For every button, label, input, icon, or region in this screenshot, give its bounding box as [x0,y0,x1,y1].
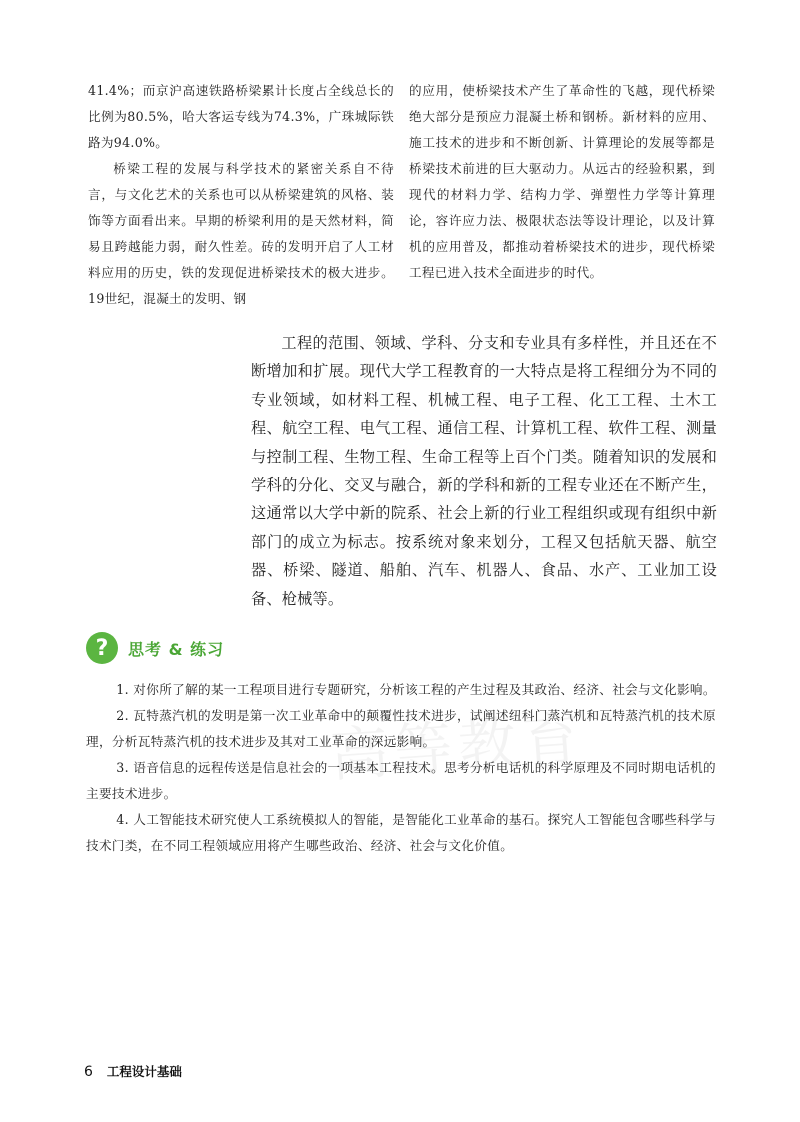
right-column [409,78,715,286]
think-practice-header [86,630,224,666]
exercise-item: 3. 语音信息的远程传送是信息社会的一项基本工程技术。思考分析电话机的科学原理及不同时期电话机的主要技术进步。 [86,760,716,801]
left-column-paragraph-2: 桥梁工程的发展与科学技术的紧密关系自不待言，与文化艺术的关系也可以从桥梁建筑的风格、装饰等方面看出来。早期的桥梁利用的是天然材料，简易且跨越能力弱，耐久性差。砖的发明开启了人工材料应用的历史，铁的发现促进桥梁技术的极大进步。19世纪，混凝土的发明、钢 [88,161,394,306]
page-footer [84,1062,182,1080]
main-paragraph: 工程的范围、领域、学科、分支和专业具有多样性，并且还在不断增加和扩展。现代大学工程教育的一大特点是将工程细分为不同的专业领域，如材料工程、机械工程、电子工程、化工工程、土木工程、航空工程、电气工程、通信工程、计算机工程、软件工程、测量与控制工程、生物工程、生命工程等上百个门类。随着知识的发展和学科的分化、交叉与融合，新的学科和新的工程专业还在不断产生，这通常以大学中新的院系、社会上新的行业工程组织或现有组织中新部门的成立为标志。按系统对象来划分，工程又包括航天器、航空器、桥梁、隧道、船舶、汽车、机器人、食品、水产、工业加工设备、枪械等。 [251,334,717,608]
think-practice-title: 思考 & 练习 [128,639,225,659]
left-column [88,78,394,312]
left-column-paragraph-1: 41.4%；而京沪高速铁路桥梁累计长度占全线总长的比例为80.5%，哈大客运专线为74.3%，广珠城际铁路为94.0%。 [88,83,394,150]
exercise-list [86,677,716,859]
right-column-paragraph-1: 的应用，使桥梁技术产生了革命性的飞越，现代桥梁绝大部分是预应力混凝土桥和钢桥。新材料的应用、施工技术的进步和不断创新、计算理论的发展等都是桥梁技术前进的巨大驱动力。从远古的经验积累，到现代的材料力学、结构力学、弹塑性力学等计算理论，容许应力法、极限状态法等设计理论，以及计算机的应用普及，都推动着桥梁技术的进步，现代桥梁工程已进入技术全面进步的时代。 [409,83,715,280]
exercise-item: 4. 人工智能技术研究使人工系统模拟人的智能，是智能化工业革命的基石。探究人工智能包含哪些科学与技术门类，在不同工程领域应用将产生哪些政治、经济、社会与文化价值。 [86,812,716,853]
page-number: 6 [84,1064,93,1080]
question-circle-icon: ? [86,632,118,664]
exercise-item: 2. 瓦特蒸汽机的发明是第一次工业革命中的颠覆性技术进步，试阐述纽科门蒸汽机和瓦特蒸汽机的技术原理，分析瓦特蒸汽机的技术进步及其对工业革命的深远影响。 [86,708,716,749]
book-title: 工程设计基础 [106,1064,182,1079]
exercise-item: 1. 对你所了解的某一工程项目进行专题研究，分析该工程的产生过程及其政治、经济、社会与文化影响。 [116,682,716,697]
